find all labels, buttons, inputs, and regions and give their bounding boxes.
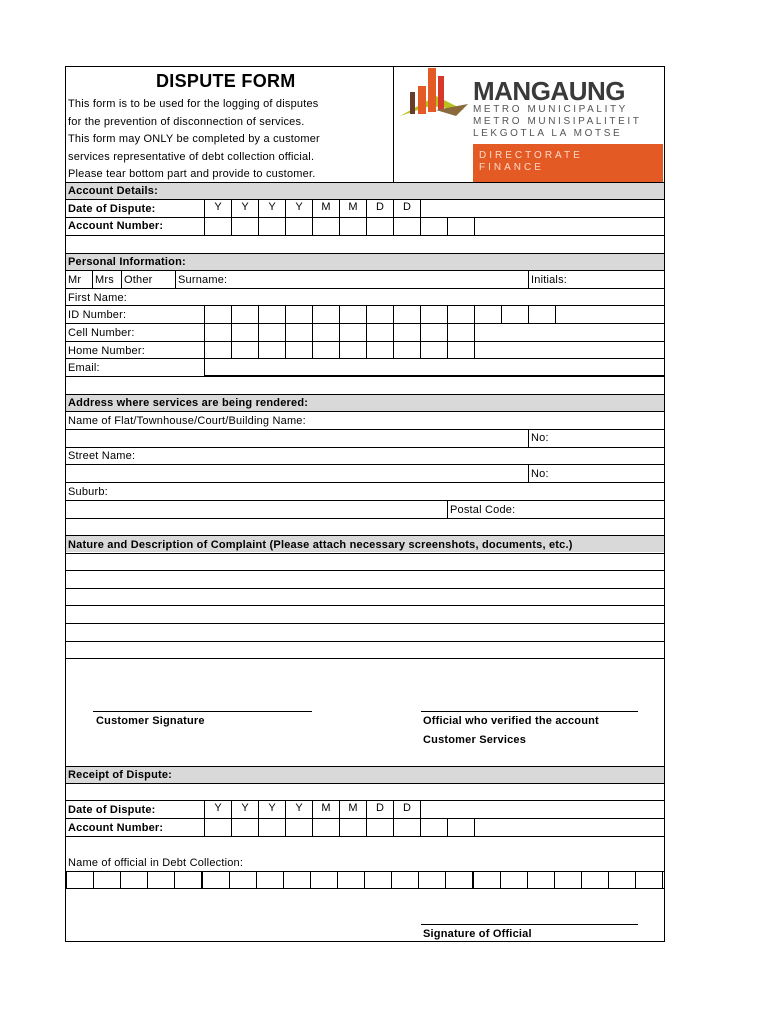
official-name-cell[interactable]: [391, 871, 419, 889]
official-name-cell[interactable]: [473, 871, 501, 889]
title-mr-option[interactable]: Mr: [68, 274, 82, 286]
form-row-line: [65, 783, 665, 784]
signature-of-official-label: Signature of Official: [423, 928, 532, 940]
postal-code-field[interactable]: Postal Code:: [450, 504, 516, 516]
date-cell[interactable]: Y: [285, 800, 313, 819]
home-digit-cell[interactable]: [393, 341, 421, 359]
complaint-heading: Nature and Description of Complaint (Please attach necessary screenshots, documents, etc.): [68, 539, 573, 551]
form-row-line: [65, 411, 665, 412]
account-digit-cell[interactable]: [393, 818, 421, 837]
form-row-line: [65, 288, 665, 289]
form-row-line: [65, 270, 665, 271]
official-name-cell[interactable]: [283, 871, 311, 889]
cell-digit-cell[interactable]: [312, 323, 340, 342]
cell-digit-cell[interactable]: [420, 323, 448, 342]
date-cell[interactable]: D: [366, 800, 394, 819]
official-name-cell[interactable]: [147, 871, 175, 889]
home-digit-cell[interactable]: [366, 341, 394, 359]
date-cell[interactable]: M: [339, 199, 367, 218]
email-label: Email:: [68, 362, 100, 374]
home-digit-cell[interactable]: [339, 341, 367, 359]
receipt-account-label: Account Number:: [68, 822, 164, 834]
date-cell[interactable]: Y: [258, 199, 286, 218]
id-digit-cell[interactable]: [528, 305, 556, 324]
account-digit-cell[interactable]: [339, 818, 367, 837]
id-digit-cell[interactable]: [231, 305, 259, 324]
receipt-date-label: Date of Dispute:: [68, 804, 156, 816]
title-mrs-option[interactable]: Mrs: [95, 274, 114, 286]
date-cell[interactable]: M: [312, 199, 340, 218]
official-name-cell[interactable]: [310, 871, 338, 889]
intro-text: This form is to be used for the logging of disputes for the prevention of disconnection of services. This form may ONLY be completed by a customer services representative of debt collection official. Please tear bottom part and provide to customer.: [68, 98, 320, 180]
date-cell[interactable]: Y: [204, 800, 232, 819]
account-digit-cell[interactable]: [258, 217, 286, 236]
form-row-line: [65, 518, 665, 519]
form-row-line: [65, 500, 665, 501]
account-digit-cell[interactable]: [285, 217, 313, 236]
date-cell[interactable]: D: [393, 199, 421, 218]
logo-name: MANGAUNG: [473, 76, 625, 106]
home-digit-cell[interactable]: [258, 341, 286, 359]
account-digit-cell[interactable]: [231, 217, 259, 236]
official-name-cell[interactable]: [364, 871, 392, 889]
email-field[interactable]: [204, 358, 665, 376]
cell-digit-cell[interactable]: [285, 323, 313, 342]
cell-digit-cell[interactable]: [204, 323, 232, 342]
directorate-banner: DIRECTORATE FINANCE: [473, 144, 663, 182]
date-cell[interactable]: Y: [231, 199, 259, 218]
form-row-line: [65, 429, 665, 430]
customer-signature-label: Customer Signature: [96, 715, 205, 727]
building-no-field[interactable]: No:: [531, 432, 549, 444]
home-digit-cell[interactable]: [447, 341, 475, 359]
id-digit-cell[interactable]: [474, 305, 502, 324]
official-name-cell[interactable]: [581, 871, 609, 889]
complaint-description-area[interactable]: [66, 553, 664, 658]
account-heading: Account Details:: [68, 185, 158, 197]
logo-line-2: METRO MUNISIPALITEIT: [473, 116, 642, 127]
form-row-line: [65, 658, 665, 659]
account-digit-cell[interactable]: [366, 217, 394, 236]
id-digit-cell[interactable]: [204, 305, 232, 324]
address-heading: Address where services are being rendered:: [68, 397, 309, 409]
official-name-cell[interactable]: [337, 871, 365, 889]
account-digit-cell[interactable]: [204, 217, 232, 236]
official-name-cell[interactable]: [93, 871, 121, 889]
logo-line-1: METRO MUNICIPALITY: [473, 104, 628, 115]
official-signature-receipt-line[interactable]: [421, 924, 638, 925]
official-name-cell[interactable]: [608, 871, 636, 889]
official-name-cell[interactable]: [66, 871, 94, 889]
account-digit-cell[interactable]: [366, 818, 394, 837]
official-name-cell[interactable]: [120, 871, 148, 889]
date-cell[interactable]: D: [366, 199, 394, 218]
surname-field[interactable]: Surname:: [178, 274, 228, 286]
cell-digit-cell[interactable]: [366, 323, 394, 342]
account-digit-cell[interactable]: [312, 818, 340, 837]
account-number-label: Account Number:: [68, 220, 164, 232]
street-no-field[interactable]: No:: [531, 468, 549, 480]
date-cell[interactable]: Y: [285, 199, 313, 218]
logo-line-3: LEKGOTLA LA MOTSE: [473, 128, 623, 139]
building-name-field[interactable]: Name of Flat/Townhouse/Court/Building Name:: [68, 415, 306, 427]
logo-mark-icon: [396, 66, 472, 120]
date-cell[interactable]: Y: [258, 800, 286, 819]
account-digit-cell[interactable]: [393, 217, 421, 236]
date-cell[interactable]: D: [393, 800, 421, 819]
date-of-dispute-label: Date of Dispute:: [68, 203, 156, 215]
form-row-line: [65, 376, 665, 377]
official-name-cell[interactable]: [445, 871, 473, 889]
account-digit-cell[interactable]: [312, 217, 340, 236]
initials-field[interactable]: Initials:: [531, 274, 568, 286]
id-digit-cell[interactable]: [366, 305, 394, 324]
account-digit-cell[interactable]: [420, 217, 448, 236]
official-name-label: Name of official in Debt Collection:: [68, 857, 244, 869]
date-cell[interactable]: M: [312, 800, 340, 819]
title-other-option[interactable]: Other: [124, 274, 153, 286]
official-name-cell[interactable]: [256, 871, 284, 889]
home-digit-cell[interactable]: [204, 341, 232, 359]
cell-digit-cell[interactable]: [339, 323, 367, 342]
id-digit-cell[interactable]: [258, 305, 286, 324]
official-name-cell[interactable]: [202, 871, 230, 889]
first-name-field[interactable]: First Name:: [68, 292, 128, 304]
id-number-label: ID Number:: [68, 309, 127, 321]
id-digit-cell[interactable]: [447, 305, 475, 324]
id-digit-cell[interactable]: [339, 305, 367, 324]
page-title: DISPUTE FORM: [156, 71, 296, 91]
official-name-cell[interactable]: [174, 871, 202, 889]
official-name-cell[interactable]: [500, 871, 528, 889]
cell-digit-cell[interactable]: [231, 323, 259, 342]
id-digit-cell[interactable]: [312, 305, 340, 324]
account-digit-cell[interactable]: [258, 818, 286, 837]
official-name-cell[interactable]: [527, 871, 555, 889]
account-digit-cell[interactable]: [447, 818, 475, 837]
official-name-cell[interactable]: [418, 871, 446, 889]
cell-digit-cell[interactable]: [447, 323, 475, 342]
id-digit-cell[interactable]: [285, 305, 313, 324]
account-digit-cell[interactable]: [447, 217, 475, 236]
home-digit-cell[interactable]: [420, 341, 448, 359]
customer-services-label: Customer Services: [423, 734, 527, 746]
account-digit-cell[interactable]: [420, 818, 448, 837]
date-cell[interactable]: M: [339, 800, 367, 819]
cell-digit-cell[interactable]: [258, 323, 286, 342]
home-digit-cell[interactable]: [231, 341, 259, 359]
home-digit-cell[interactable]: [312, 341, 340, 359]
official-signature-line[interactable]: [421, 711, 638, 712]
date-cell[interactable]: Y: [231, 800, 259, 819]
account-digit-cell[interactable]: [204, 818, 232, 837]
account-digit-cell[interactable]: [339, 217, 367, 236]
official-name-cell[interactable]: [554, 871, 582, 889]
suburb-field[interactable]: Suburb:: [68, 486, 108, 498]
official-verified-label: Official who verified the account: [423, 715, 599, 727]
id-digit-cell[interactable]: [393, 305, 421, 324]
customer-signature-line[interactable]: [93, 711, 312, 712]
form-row-line: [65, 464, 665, 465]
account-digit-cell[interactable]: [231, 818, 259, 837]
header-divider: [393, 66, 394, 182]
form-row-line: [65, 447, 665, 448]
home-number-label: Home Number:: [68, 345, 145, 357]
cell-digit-cell[interactable]: [393, 323, 421, 342]
date-cell[interactable]: Y: [204, 199, 232, 218]
account-digit-cell[interactable]: [285, 818, 313, 837]
official-name-cell[interactable]: [229, 871, 257, 889]
street-name-field[interactable]: Street Name:: [68, 450, 136, 462]
official-name-cell[interactable]: [635, 871, 663, 889]
id-digit-cell[interactable]: [420, 305, 448, 324]
personal-heading: Personal Information:: [68, 256, 186, 268]
id-digit-cell[interactable]: [501, 305, 529, 324]
receipt-heading: Receipt of Dispute:: [68, 769, 173, 781]
cell-number-label: Cell Number:: [68, 327, 135, 339]
home-digit-cell[interactable]: [285, 341, 313, 359]
form-row-line: [65, 482, 665, 483]
